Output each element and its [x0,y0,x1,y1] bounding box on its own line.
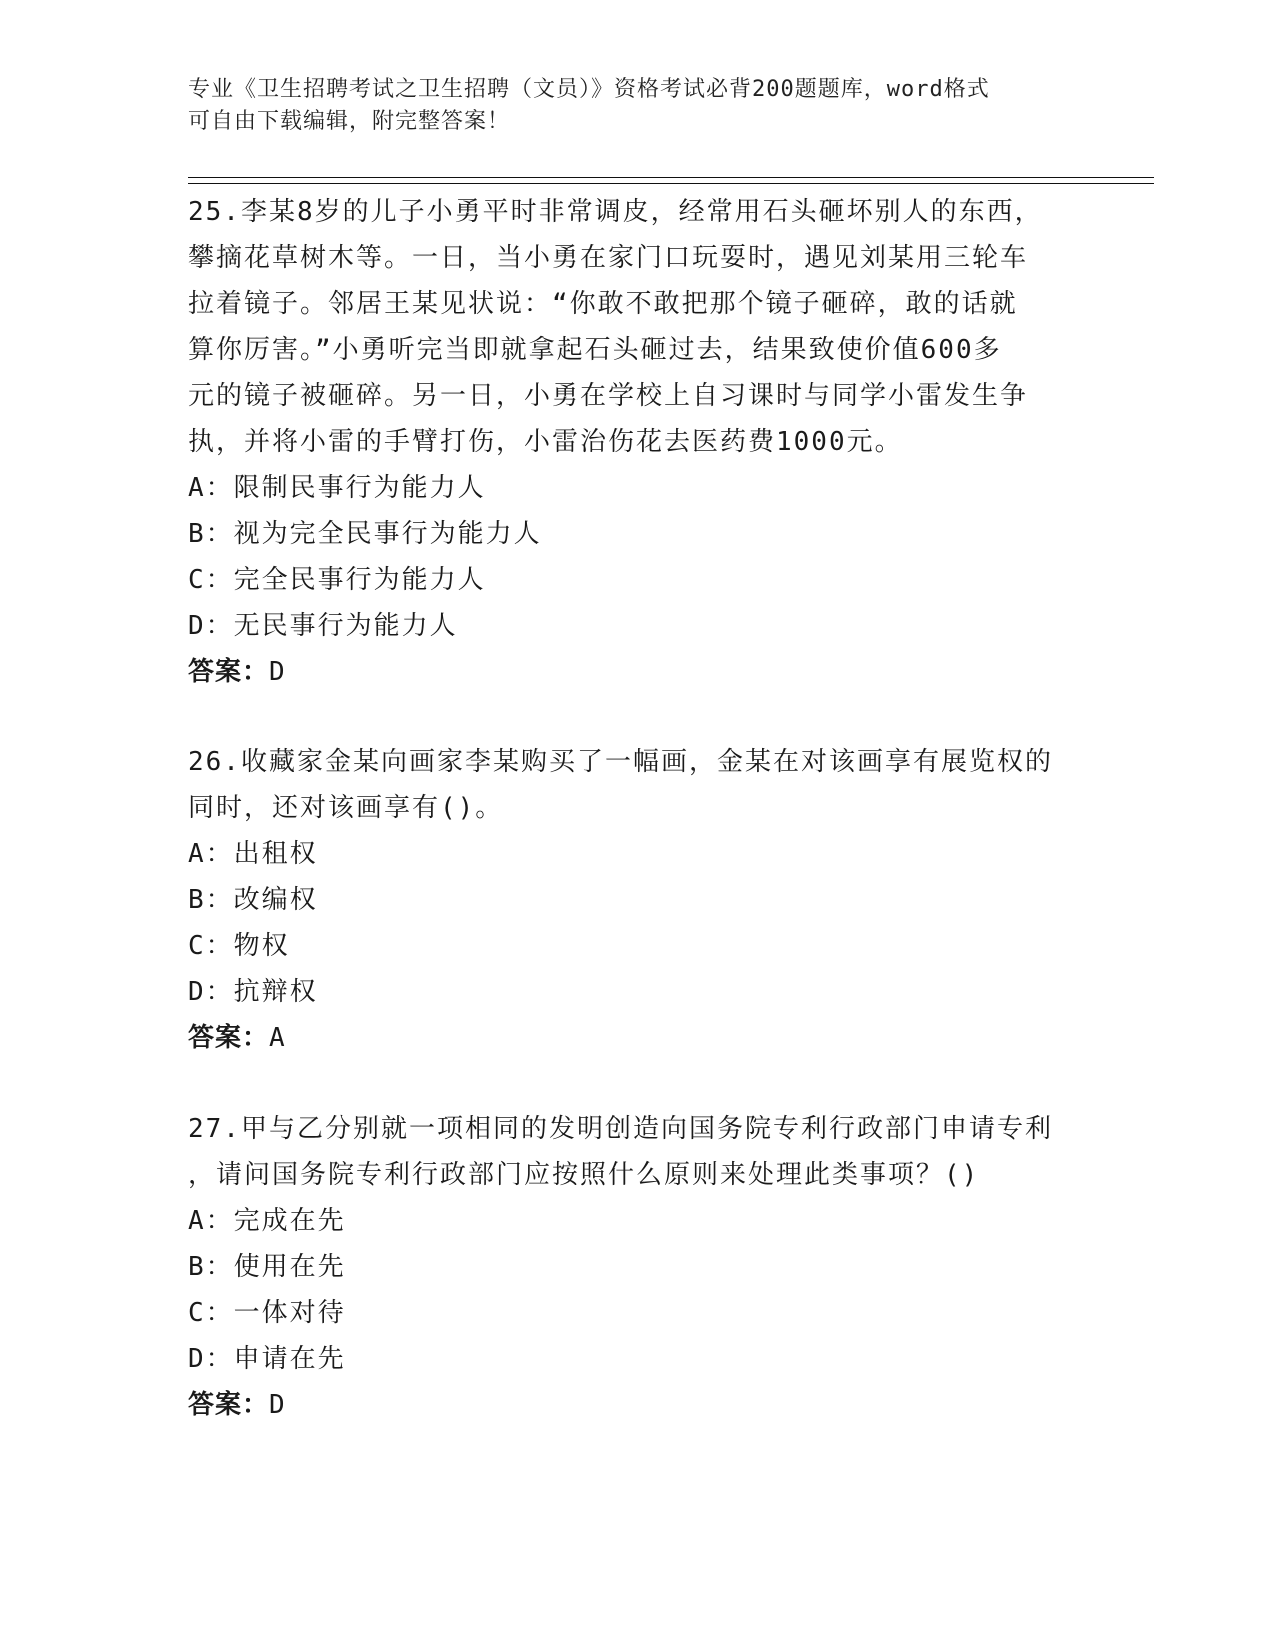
option-c: C：一体对待 [188,1298,346,1328]
option-c: C：完全民事行为能力人 [188,565,486,595]
answer-value: A [269,1023,286,1053]
question-stem [188,739,1088,831]
stem-line: 执，并将小雷的手臂打伤，小雷治伤花去医药费1000元。 [188,427,903,457]
answer-label: 答案： [188,657,270,687]
question-27 [188,1106,1088,1428]
stem-line: 27.甲与乙分别就一项相同的发明创造向国务院专利行政部门申请专利 [188,1114,1053,1144]
stem-line: ，请问国务院专利行政部门应按照什么原则来处理此类事项？() [188,1160,980,1190]
document-header [188,74,1088,138]
option-a: A：出租权 [188,839,318,869]
option-d: D：抗辩权 [188,977,318,1007]
stem-line: 元的镜子被砸碎。另一日，小勇在学校上自习课时与同学小雷发生争 [188,381,1029,411]
answer-line [188,1382,1088,1428]
stem-line: 算你厉害。”小勇听完当即就拿起石头砸过去，结果致使价值600多 [188,335,1002,365]
header-divider-top [188,177,1154,178]
answer-label: 答案： [188,1023,270,1053]
stem-line: 攀摘花草树木等。一日，当小勇在家门口玩耍时，遇见刘某用三轮车 [188,243,1029,273]
header-line-1: 专业《卫生招聘考试之卫生招聘（文员）》资格考试必背200题题库，word格式 [188,77,990,102]
option-b: B：视为完全民事行为能力人 [188,519,542,549]
question-stem [188,1106,1088,1198]
option-a: A：限制民事行为能力人 [188,473,486,503]
question-26 [188,739,1088,1061]
answer-value: D [269,1390,286,1420]
stem-line: 同时，还对该画享有()。 [188,793,504,823]
answer-value: D [269,657,286,687]
answer-line [188,649,1088,695]
question-stem [188,189,1088,465]
answer-line [188,1015,1088,1061]
option-a: A：完成在先 [188,1206,346,1236]
stem-line: 拉着镜子。邻居王某见状说：“你敢不敢把那个镜子砸碎，敢的话就 [188,289,1018,319]
option-b: B：改编权 [188,885,318,915]
answer-label: 答案： [188,1390,270,1420]
option-d: D：申请在先 [188,1344,346,1374]
question-25 [188,189,1088,695]
stem-line: 26.收藏家金某向画家李某购买了一幅画，金某在对该画享有展览权的 [188,747,1053,777]
stem-line: 25.李某8岁的儿子小勇平时非常调皮，经常用石头砸坏别人的东西， [188,197,1043,227]
option-d: D：无民事行为能力人 [188,611,458,641]
option-c: C：物权 [188,931,290,961]
header-divider-bottom [188,183,1154,184]
option-b: B：使用在先 [188,1252,346,1282]
header-line-2: 可自由下载编辑，附完整答案！ [188,109,511,134]
